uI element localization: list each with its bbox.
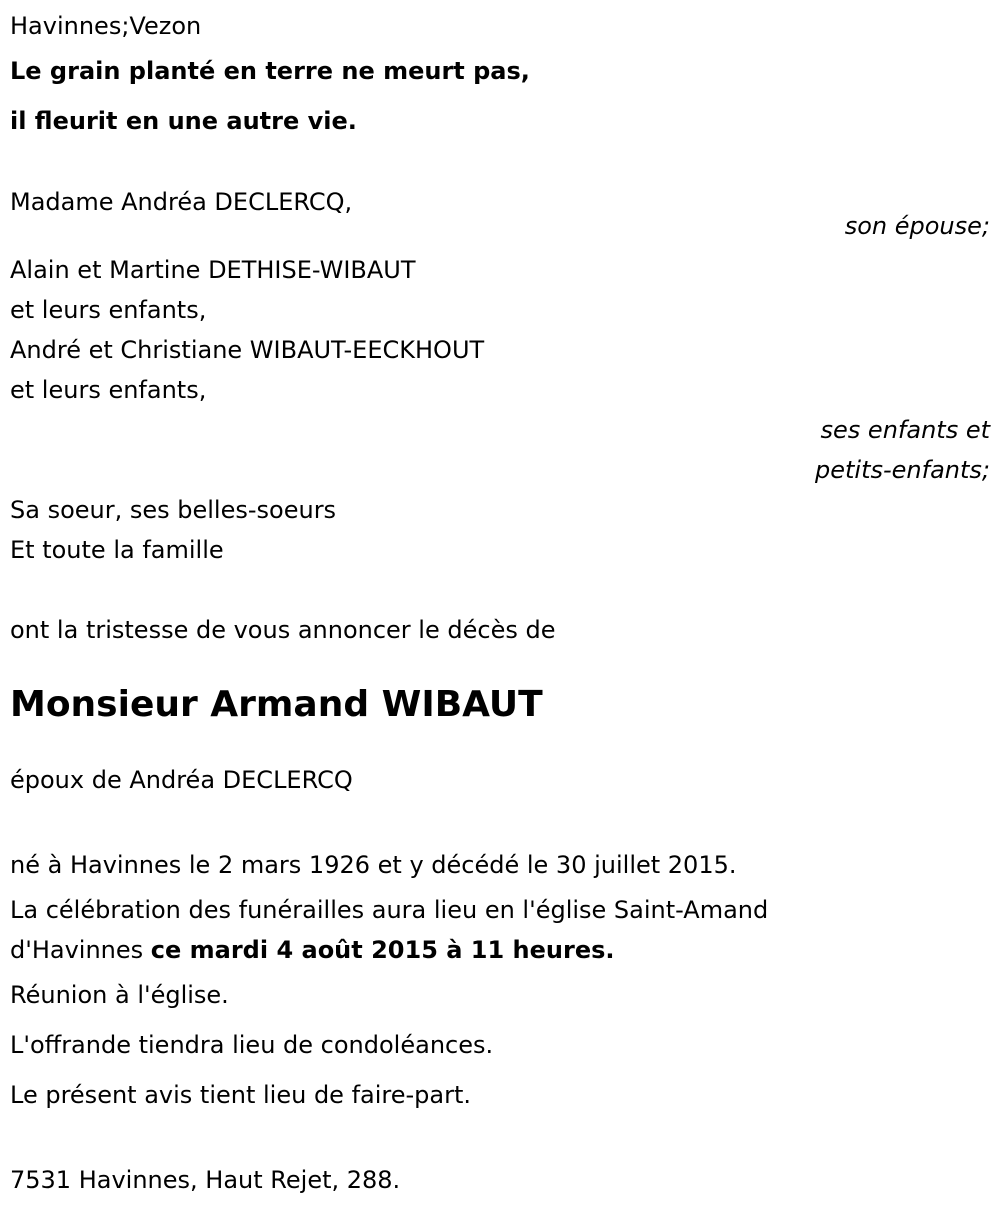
verse bbox=[10, 46, 990, 146]
deceased-name: Monsieur Armand WIBAUT bbox=[10, 684, 543, 725]
others-line-1: Sa soeur, ses belles-soeurs bbox=[10, 496, 337, 524]
spouse-name: Madame Andréa DECLERCQ, bbox=[10, 188, 353, 216]
funeral-line-1: La célébration des funérailles aura lieu en l'église Saint-Amand bbox=[10, 896, 769, 924]
funeral-line-2 bbox=[10, 930, 990, 970]
family-others bbox=[10, 490, 990, 570]
offering: L'offrande tiendra lieu de condoléances. bbox=[10, 1031, 494, 1059]
address: 7531 Havinnes, Haut Rejet, 288. bbox=[10, 1166, 401, 1194]
birth-death: né à Havinnes le 2 mars 1926 et y décédé le 30 juillet 2015. bbox=[10, 851, 737, 879]
spouse-of: époux de Andréa DECLERCQ bbox=[10, 766, 353, 794]
meeting: Réunion à l'église. bbox=[10, 981, 229, 1009]
location-header: Havinnes;Vezon bbox=[10, 12, 202, 40]
children-relation-2: petits-enfants; bbox=[815, 456, 990, 484]
spouse-relation: son épouse; bbox=[844, 212, 990, 240]
funeral-date: ce mardi 4 août 2015 à 11 heures. bbox=[150, 936, 615, 964]
funeral-details bbox=[10, 840, 990, 1120]
child-line-3: André et Christiane WIBAUT-EECKHOUT bbox=[10, 336, 485, 364]
child-line-1: Alain et Martine DETHISE-WIBAUT bbox=[10, 256, 416, 284]
funeral-place: d'Havinnes bbox=[10, 936, 151, 964]
announcement-intro: ont la tristesse de vous annoncer le décès de bbox=[10, 616, 556, 644]
verse-line-1: Le grain planté en terre ne meurt pas, bbox=[10, 57, 530, 85]
family-children bbox=[10, 250, 990, 490]
child-line-4: et leurs enfants, bbox=[10, 376, 207, 404]
child-line-2: et leurs enfants, bbox=[10, 296, 207, 324]
others-line-2: Et toute la famille bbox=[10, 536, 224, 564]
children-relation-1: ses enfants et bbox=[820, 416, 990, 444]
family-spouse bbox=[10, 182, 990, 246]
notice: Le présent avis tient lieu de faire-part. bbox=[10, 1081, 472, 1109]
verse-line-2: il fleurit en une autre vie. bbox=[10, 107, 357, 135]
